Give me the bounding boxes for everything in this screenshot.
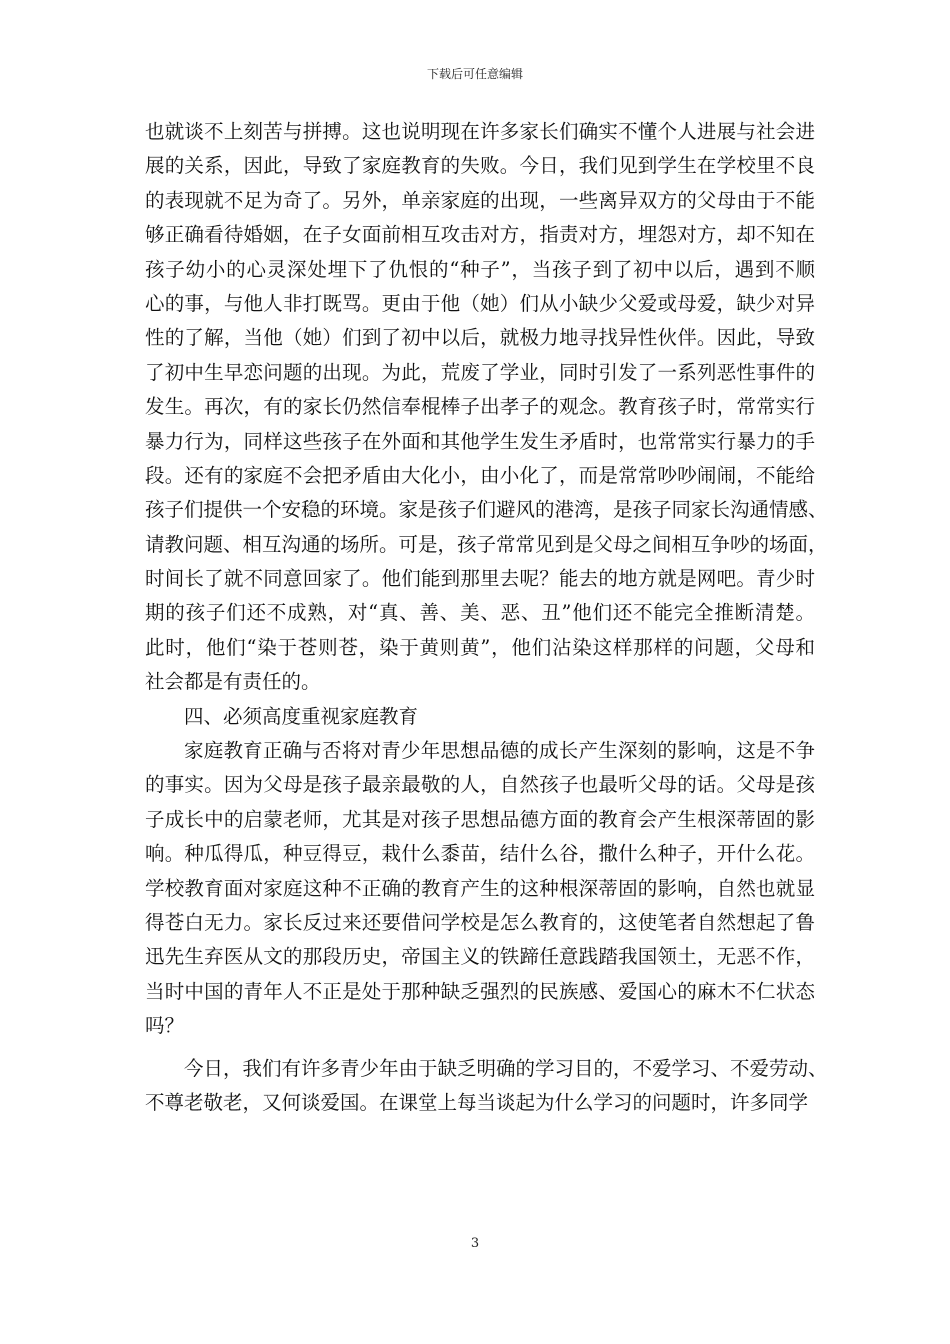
paragraph — [145, 700, 815, 734]
text-line: 期的孩子们还不成熟，对“真、善、美、恶、丑”他们还不能完全推断清楚。 — [145, 601, 815, 625]
text-line: 不尊老敬老，又何谈爱国。在课堂上每当谈起为什么学习的问题时，许多同学 — [145, 1090, 809, 1114]
text-line: 得苍白无力。家长反过来还要借问学校是怎么教育的，这使笔者自然想起了鲁 — [145, 910, 815, 934]
paragraph — [145, 1052, 828, 1121]
text-line: 暴力行为，同样这些孩子在外面和其他学生发生矛盾时，也常常实行暴力的手 — [145, 429, 815, 453]
text-line: 孩子们提供一个安稳的环境。家是孩子们避风的港湾，是孩子同家长沟通情感、 — [145, 498, 828, 522]
page-number: 3 — [470, 1236, 480, 1251]
text-line: 时间长了就不同意回家了。他们能到那里去呢？能去的地方就是网吧。青少时 — [145, 567, 815, 591]
paragraph — [145, 115, 828, 700]
text-line: 的事实。因为父母是孩子最亲最敬的人，自然孩子也最听父母的话。父母是孩 — [145, 773, 815, 797]
text-line: 发生。再次，有的家长仍然信奉棍棒子出孝子的观念。教育孩子时，常常实行 — [145, 395, 815, 419]
paragraph — [145, 734, 815, 1044]
text-line: 够正确看待婚姻，在子女面前相互攻击对方，指责对方，埋怨对方，却不知在 — [145, 223, 815, 247]
text-line: 请教问题、相互沟通的场所。可是，孩子常常见到是父母之间相互争吵的场面， — [145, 532, 828, 556]
text-line: 社会都是有责任的。 — [145, 670, 321, 694]
text-line: 当时中国的青年人不正是处于那种缺乏强烈的民族感、爱国心的麻木不仁状态 — [145, 979, 815, 1003]
text-line: 吗？ — [145, 1014, 185, 1038]
text-line: 今日，我们有许多青少年由于缺乏明确的学习目的，不爱学习、不爱劳动、 — [184, 1056, 828, 1080]
text-line: 了初中生早恋问题的出现。为此，荒废了学业，同时引发了一系列恶性事件的 — [145, 360, 815, 384]
text-line: 学校教育面对家庭这种不正确的教育产生的这种根深蒂固的影响，自然也就显 — [145, 876, 815, 900]
text-line: 四、必须高度重视家庭教育 — [184, 704, 419, 728]
text-line: 孩子幼小的心灵深处埋下了仇恨的“种子”，当孩子到了初中以后，遇到不顺 — [145, 257, 815, 281]
page-header: 下载后可任意编辑 — [426, 67, 523, 81]
text-line: 展的关系，因此，导致了家庭教育的失败。今日，我们见到学生在学校里不良 — [145, 154, 815, 178]
text-line: 此时，他们“染于苍则苍，染于黄则黄”，他们沾染这样那样的问题，父母和 — [145, 635, 815, 659]
text-line: 性的了解，当他（她）们到了初中以后，就极力地寻找异性伙伴。因此，导致 — [145, 326, 815, 350]
text-line: 迅先生弃医从文的那段历史，帝国主义的铁蹄任意践踏我国领土，无恶不作， — [145, 945, 815, 969]
text-line: 家庭教育正确与否将对青少年思想品德的成长产生深刻的影响，这是不争 — [184, 739, 815, 763]
document-body — [145, 115, 828, 1120]
text-line: 心的事，与他人非打既骂。更由于他（她）们从小缺少父爱或母爱，缺少对异 — [145, 291, 815, 315]
text-line: 子成长中的启蒙老师，尤其是对孩子思想品德方面的教育会产生根深蒂固的影 — [145, 807, 815, 831]
text-line: 的表现就不足为奇了。另外，单亲家庭的出现，一些离异双方的父母由于不能 — [145, 188, 815, 212]
text-line: 响。种瓜得瓜，种豆得豆，栽什么黍苗，结什么谷，撒什么种子，开什么花。 — [145, 842, 815, 866]
text-line: 段。还有的家庭不会把矛盾由大化小，由小化了，而是常常吵吵闹闹，不能给 — [145, 463, 815, 487]
text-line: 也就谈不上刻苦与拼搏。这也说明现在许多家长们确实不懂个人进展与社会进 — [145, 120, 815, 143]
